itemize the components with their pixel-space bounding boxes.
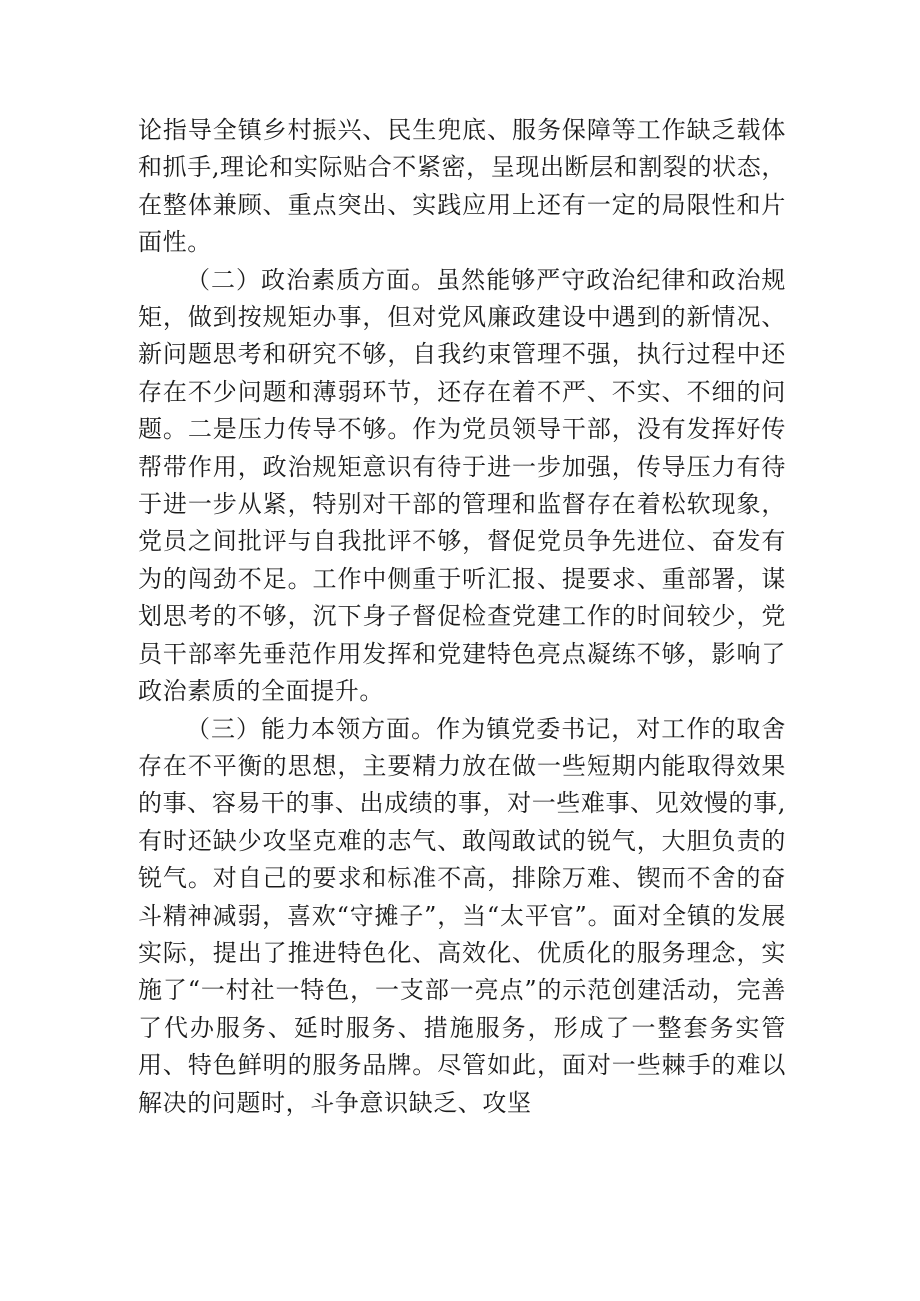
paragraph-political-quality: （二）政治素质方面。虽然能够严守政治纪律和政治规矩，做到按规矩办事，但对党风廉政建设中遇到的新情况、新问题思考和研究不够，自我约束管理不强，执行过程中还存在不少问题和薄弱环节，还存在着不严、不实、不细的问题。二是压力传导不够。作为党员领导干部，没有发挥好传帮带作用，政治规矩意识有待于进一步加强，传导压力有待于进一步从紧，特别对干部的管理和监督存在着松软现象，党员之间批评与自我批评不够，督促党员争先进位、奋发有为的闯劲不足。工作中侧重于听汇报、提要求、重部署，谋划思考的不够，沉下身子督促检查党建工作的时间较少，党员干部率先垂范作用发挥和党建特色亮点凝练不够，影响了政治素质的全面提升。 [138,265,786,706]
paragraph-ability-skills: （三）能力本领方面。作为镇党委书记，对工作的取舍存在不平衡的思想，主要精力放在做一些短期内能取得效果的事、容易干的事、出成绩的事，对一些难事、见效慢的事,有时还缺少攻坚克难的志气、敢闯敢试的锐气，大胆负责的锐气。对自己的要求和标准不高，排除万难、锲而不舍的奋斗精神减弱，喜欢“守摊子”，当“太平官”。面对全镇的发展实际，提出了推进特色化、高效化、优质化的服务理念，实施了“一村社一特色，一支部一亮点”的示范创建活动，完善了代办服务、延时服务、措施服务，形成了一整套务实管用、特色鲜明的服务品牌。尽管如此，面对一些棘手的难以解决的问题时，斗争意识缺乏、攻坚 [138,714,786,1117]
document-body [138,112,786,1122]
paragraph-continued: 论指导全镇乡村振兴、民生兜底、服务保障等工作缺乏载体和抓手,理论和实际贴合不紧密，呈现出断层和割裂的状态，在整体兼顾、重点突出、实践应用上还有一定的局限性和片面性。 [138,116,786,257]
